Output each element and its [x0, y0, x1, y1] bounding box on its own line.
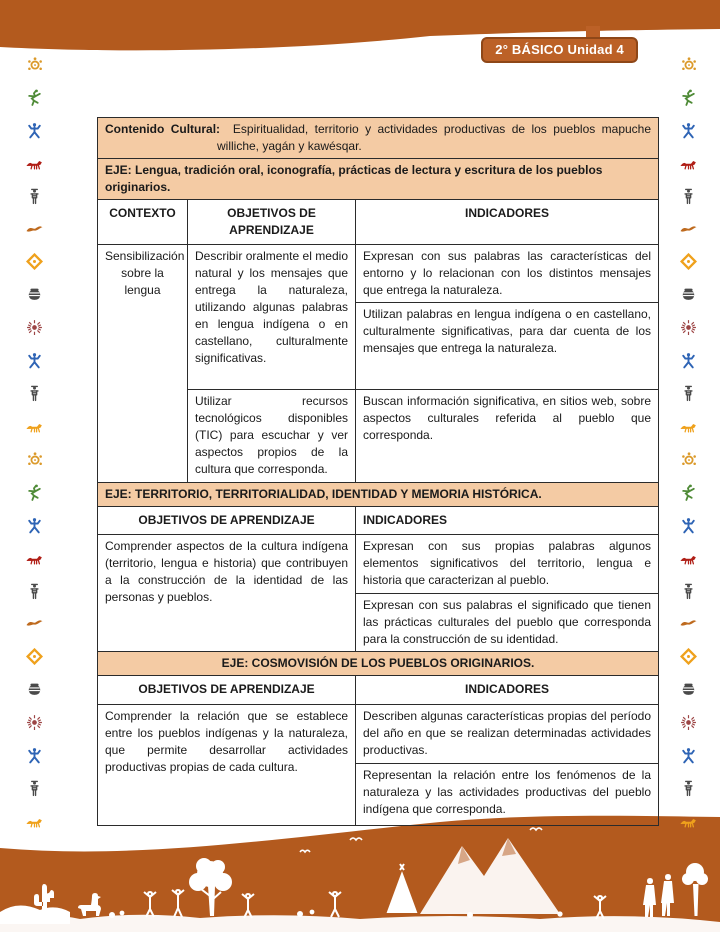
pot-petroglyph-icon [26, 286, 43, 303]
person-petroglyph-icon [26, 385, 43, 402]
pot-petroglyph-icon [680, 286, 697, 303]
person-petroglyph-icon [680, 188, 697, 205]
indicador-cell: Expresan con sus palabras el significado que tienen las prácticas culturales del pueblo que corresponda para la construcción de su identidad. [356, 594, 659, 652]
eje2-title-cell: EJE: TERRITORIO, TERRITORIALIDAD, IDENTIDAD Y MEMORIA HISTÓRICA. [98, 483, 659, 507]
table-row [98, 535, 659, 594]
contexto-cell: Sensibilización sobre la lengua [98, 245, 188, 483]
right-icon-strip [673, 56, 703, 830]
table-row [98, 245, 659, 303]
column-header-indicadores: INDICADORES [356, 676, 659, 704]
sunburst-petroglyph-icon [26, 319, 43, 336]
indicador-cell: Expresan con sus palabras las características del entorno y lo relacionan con los distintos mensajes que entrega la naturaleza. [356, 245, 659, 303]
dancer-petroglyph-icon [26, 747, 43, 764]
indicador-cell: Utilizan palabras en lengua indígena o en castellano, culturalmente significativas, para dar cuenta de los mensajes que entrega la naturaleza. [356, 303, 659, 390]
left-icon-strip [19, 56, 49, 830]
sunburst-petroglyph-icon [26, 714, 43, 731]
turtle-petroglyph-icon [26, 56, 43, 73]
dancer-petroglyph-icon [26, 517, 43, 534]
objetivo-cell: Comprender aspectos de la cultura indígena (territorio, lengua e historia) que contribuyen a la construcción de la identidad de las personas y pueblos. [98, 535, 356, 652]
curriculum-table-wrapper [97, 117, 658, 826]
table-row [98, 483, 659, 507]
lizard-petroglyph-icon [26, 484, 43, 501]
cultural-content-cell [98, 118, 659, 159]
person-petroglyph-icon [26, 583, 43, 600]
objetivo-cell: Comprender la relación que se establece entre los pueblos indígenas y la naturaleza, que permite desarrollar actividades productivas propias de cada cultura. [98, 704, 356, 825]
person-petroglyph-icon [680, 583, 697, 600]
dancer-petroglyph-icon [680, 352, 697, 369]
objetivo2-cell: Utilizar recursos tecnológicos disponibles (TIC) para escuchar y ver aspectos propios de la cultura que corresponda. [188, 390, 356, 483]
table-row [98, 159, 659, 200]
pot-petroglyph-icon [680, 681, 697, 698]
pot-petroglyph-icon [26, 681, 43, 698]
diamond-petroglyph-icon [680, 253, 697, 270]
sunburst-petroglyph-icon [680, 319, 697, 336]
indicador-cell: Buscan información significativa, en sitios web, sobre aspectos culturales referida al pueblo que corresponda. [356, 390, 659, 483]
fox-petroglyph-icon [680, 550, 697, 567]
turtle-petroglyph-icon [680, 451, 697, 468]
curriculum-table [97, 117, 659, 826]
turtle-petroglyph-icon [26, 451, 43, 468]
table-row [98, 704, 659, 763]
person-petroglyph-icon [26, 188, 43, 205]
fox-petroglyph-icon [26, 155, 43, 172]
fox-petroglyph-icon [26, 550, 43, 567]
turtle-petroglyph-icon [680, 56, 697, 73]
table-row [98, 118, 659, 159]
lizard-petroglyph-icon [680, 89, 697, 106]
lizard-petroglyph-icon [680, 484, 697, 501]
eje3-title-cell: EJE: COSMOVISIÓN DE LOS PUEBLOS ORIGINARIOS. [98, 652, 659, 676]
person-petroglyph-icon [680, 780, 697, 797]
unit-badge: 2° BÁSICO Unidad 4 [481, 37, 638, 63]
fox-petroglyph-icon [26, 813, 43, 830]
person-petroglyph-icon [680, 385, 697, 402]
fox-petroglyph-icon [680, 155, 697, 172]
fox-petroglyph-icon [680, 813, 697, 830]
footer-landscape-illustration [0, 812, 720, 932]
table-row [98, 200, 659, 245]
table-row [98, 652, 659, 676]
indicador-cell: Describen algunas características propias del período del año en que se realizan determinadas actividades productivas. [356, 704, 659, 763]
table-row [98, 507, 659, 535]
diamond-petroglyph-icon [26, 253, 43, 270]
dancer-petroglyph-icon [680, 747, 697, 764]
column-header-objetivos: OBJETIVOS DE APRENDIZAJE [98, 507, 356, 535]
table-row [98, 676, 659, 704]
dancer-petroglyph-icon [26, 122, 43, 139]
column-header-indicadores: INDICADORES [356, 507, 659, 535]
condor-petroglyph-icon [680, 615, 697, 632]
sunburst-petroglyph-icon [680, 714, 697, 731]
eje1-title-cell: EJE: Lengua, tradición oral, iconografía, prácticas de lectura y escritura de los pueblos originarios. [98, 159, 659, 200]
indicador-cell: Representan la relación entre los fenómenos de la naturaleza y las actividades productivas del pueblo indígena que corresponda. [356, 763, 659, 825]
person-petroglyph-icon [26, 780, 43, 797]
column-header-objetivos: OBJETIVOS DE APRENDIZAJE [98, 676, 356, 704]
condor-petroglyph-icon [26, 221, 43, 238]
cultural-content-text: Espiritualidad, territorio y actividades productivas de los pueblos mapuche williche, yagán y kawésqar. [217, 122, 652, 154]
objetivo1-cell: Describir oralmente el medio natural y los mensajes que entrega la naturaleza, utilizando algunas palabras en lengua indígena o en castellano, culturalmente significativas. [188, 245, 356, 390]
fox-petroglyph-icon [680, 418, 697, 435]
lizard-petroglyph-icon [26, 89, 43, 106]
dancer-petroglyph-icon [680, 122, 697, 139]
dancer-petroglyph-icon [26, 352, 43, 369]
condor-petroglyph-icon [680, 221, 697, 238]
column-header-indicadores: INDICADORES [356, 200, 659, 245]
diamond-petroglyph-icon [680, 648, 697, 665]
column-header-objetivos: OBJETIVOS DE APRENDIZAJE [188, 200, 356, 245]
condor-petroglyph-icon [26, 615, 43, 632]
dancer-petroglyph-icon [680, 517, 697, 534]
fox-petroglyph-icon [26, 418, 43, 435]
diamond-petroglyph-icon [26, 648, 43, 665]
cultural-content-label: Contenido Cultural: [105, 122, 221, 136]
indicador-cell: Expresan con sus propias palabras algunos elementos significativos del territorio, lengua e historia que caracterizan al pueblo. [356, 535, 659, 594]
column-header-contexto: CONTEXTO [98, 200, 188, 245]
